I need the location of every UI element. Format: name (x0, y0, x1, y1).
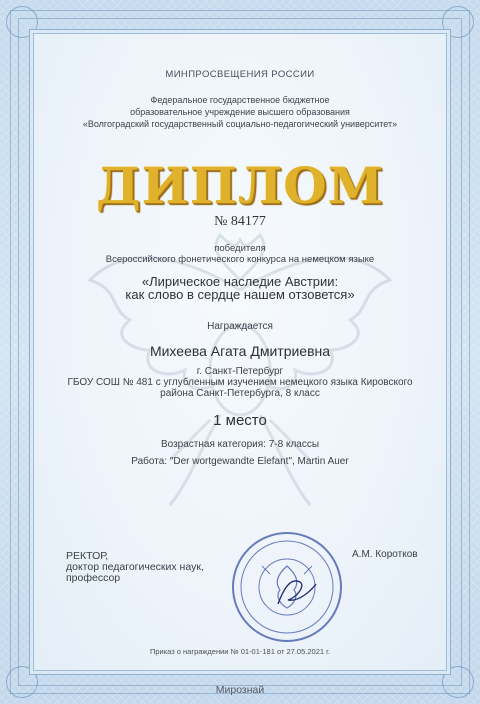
awarded-label: Награждается (207, 321, 273, 332)
school-name: ГБОУ СОШ № 481 с углубленным изучением немецкого языка Кировского (67, 377, 413, 388)
school-block (0, 366, 480, 399)
diploma-number: № 84177 (214, 214, 266, 229)
rector-block (66, 551, 204, 584)
school-district: района Санкт-Петербурга, 8 класс (160, 388, 320, 399)
work-title: Работа: "Der wortgewandte Elefant", Martin Auer (131, 456, 349, 467)
rector-title: РЕКТОР, (66, 550, 109, 562)
university-line-1: Федеральное государственное бюджетное (150, 95, 330, 105)
university-line-2: образовательное учреждение высшего образования (130, 107, 350, 117)
school-city: г. Санкт-Петербург (196, 366, 284, 377)
award-order: Приказ о награждении № 01-01-181 от 27.05.2021 г. (149, 647, 331, 656)
corner-ornament-tr (442, 6, 474, 38)
recipient-name: Михеева Агата Дмитриевна (149, 343, 331, 359)
official-stamp-icon (230, 530, 344, 644)
rector-degree: доктор педагогических наук, (66, 561, 204, 573)
contest-title-line-2: как слово в сердце нашем отзовется» (125, 287, 355, 302)
place-award: 1 место (213, 412, 267, 429)
signer-name: А.М. Коротков (352, 549, 418, 560)
contest-title-line-1: «Лирическое наследие Австрии: (141, 274, 339, 289)
contest-type: Всероссийского фонетического конкурса на немецком языке (105, 254, 375, 265)
university-line-3: «Волгоградский государственный социально-педагогический университет» (82, 119, 398, 129)
winner-block (0, 243, 480, 265)
age-category: Возрастная категория: 7-8 классы (160, 439, 320, 450)
rector-rank: профессор (66, 572, 121, 584)
diploma-title: ДИПЛОМ (95, 156, 385, 215)
ministry-name: МИНПРОСВЕЩЕНИЯ РОССИИ (165, 69, 315, 80)
winner-label: победителя (214, 243, 266, 254)
brand-name: Мирознай (215, 684, 265, 696)
contest-title (0, 275, 480, 301)
university-block (0, 94, 480, 130)
